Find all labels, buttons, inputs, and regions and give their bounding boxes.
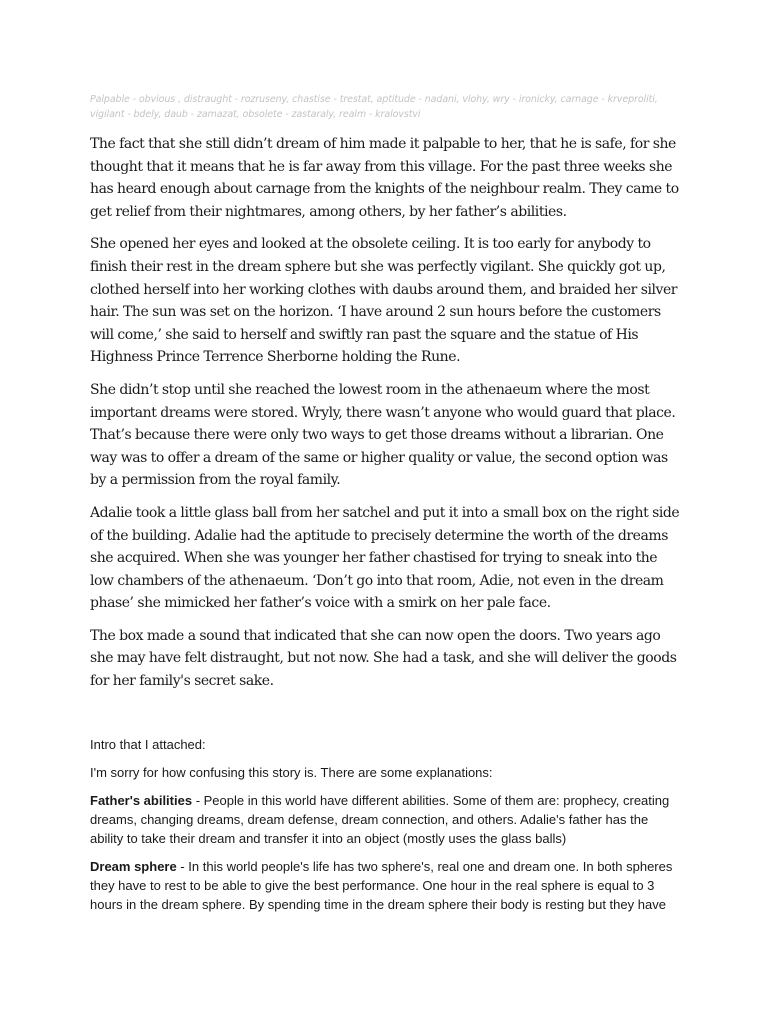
story-paragraph: She didn’t stop until she reached the lowest room in the athenaeum where the most important dreams were stored. Wryly, there wasn’t anyone who would guard that place. That’s because there were only two ways to get those dreams without a librarian. One way was to offer a dream of the same or higher quality or value, the second option was by a permission from the royal family. xyxy=(90,381,676,489)
explanation-term: Dream sphere xyxy=(90,858,177,874)
author-notes xyxy=(90,735,682,914)
document-page xyxy=(90,92,682,923)
story-paragraph: The fact that she still didn’t dream of him made it palpable to her, that he is safe, for she thought that it means that he is far away from this village. For the past three weeks she has heard enough about carnage from the knights of the neighbour realm. They came to get relief from their nightmares, among others, by her father’s abilities. xyxy=(90,136,679,220)
vocabulary-list: Palpable - obvious , distraught - rozruseny, chastise - trestat, aptitude - nadani, vlohy, wry - ironicky, carnage - krveproliti, vigilant - bdely, daub - zamazat, obsolete - zastaraly, realm - kralovstvi xyxy=(90,94,658,120)
story-paragraph: She opened her eyes and looked at the obsolete ceiling. It is too early for anybody to finish their rest in the dream sphere but she was perfectly vigilant. She quickly got up, clothed herself into her working clothes with daubs around them, and braided her silver hair. The sun was set on the horizon. ‘I have around 2 sun hours before the customers will come,’ she said to herself and swiftly ran past the square and the statue of His Highness Prince Terrence Sherborne holding the Rune. xyxy=(90,236,678,366)
notes-apology: I'm sorry for how confusing this story is. There are some explanations: xyxy=(90,764,493,780)
explanation-term: Father's abilities xyxy=(90,792,193,808)
story-text xyxy=(90,133,682,693)
explanation-item xyxy=(90,857,682,914)
story-paragraph: The box made a sound that indicated that she can now open the doors. Two years ago she may have felt distraught, but not now. She had a task, and she will deliver the goods for her family's secret sake. xyxy=(90,627,677,690)
explanation-item xyxy=(90,791,682,848)
explanation-text: - In this world people's life has two sphere's, real one and dream one. In both spheres they have to rest to be able to give the best performance. One hour in the real sphere is equal to 3 hours in the dream sphere. By spending time in the dream sphere their body is resting but they have xyxy=(90,858,673,912)
explanation-text: - People in this world have different abilities. Some of them are: prophecy, creating dreams, changing dreams, dream defense, dream connection, and others. Adalie's father has the ability to take their dream and transfer it into an object (mostly uses the glass balls) xyxy=(90,792,670,846)
notes-intro: Intro that I attached: xyxy=(90,736,206,752)
story-paragraph: Adalie took a little glass ball from her satchel and put it into a small box on the right side of the building. Adalie had the aptitude to precisely determine the worth of the dreams she acquired. When she was younger her father chastised for trying to sneak into the low chambers of the athenaeum. ‘Don’t go into that room, Adie, not even in the dream phase’ she mimicked her father’s voice with a smirk on her pale face. xyxy=(90,504,680,612)
